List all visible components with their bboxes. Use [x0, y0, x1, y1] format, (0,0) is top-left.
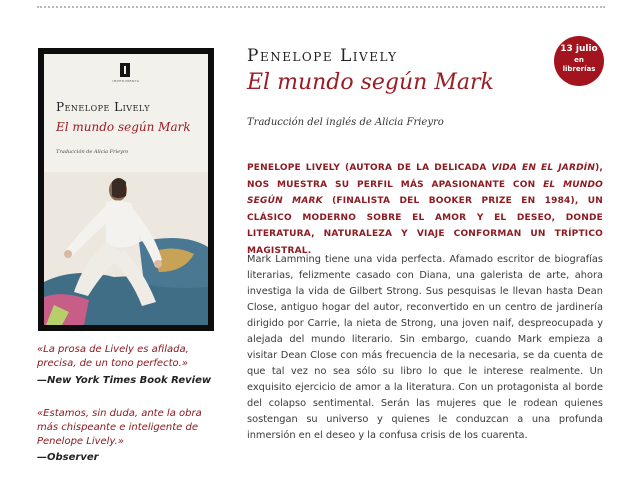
intro-work-1: VIDA EN EL JARDÍN: [491, 163, 596, 173]
quote-2-source: —Observer: [37, 452, 99, 463]
quote-2-line-3: Penelope Lively.»: [37, 436, 124, 447]
quote-2: [37, 407, 227, 449]
quote-1: [37, 343, 227, 371]
cover-painting: [44, 172, 208, 325]
release-date-badge: [554, 36, 604, 86]
intro-paragraph: [247, 160, 603, 259]
badge-librerias: librerías: [562, 65, 596, 73]
publisher-logo: [120, 63, 130, 77]
quote-2-line-1: «Estamos, sin duda, ante la obra: [37, 408, 202, 419]
intro-part-1: PENELOPE LIVELY (AUTORA DE LA DELICADA: [247, 163, 492, 173]
quote-1-source: —New York Times Book Review: [37, 375, 212, 386]
intro-part-3: (FINALISTA DEL BOOKER PRIZE EN 1984), UN CLÁSICO MODERNO SOBRE EL AMOR Y EL DESEO, DONDE LITERATURA, NATURALEZA Y VIAJE CONFORMAN UN TRÍPTICO MAGISTRAL.: [247, 196, 603, 256]
book-cover-inner: [44, 54, 208, 325]
quote-2-line-2: más chispeante e inteligente de: [37, 422, 198, 433]
book-cover: [38, 48, 214, 331]
badge-en: en: [574, 56, 584, 64]
cover-translator: Traducción de Alicia Frieyro: [56, 149, 129, 155]
book-author: Penelope Lively: [247, 46, 398, 66]
top-dotted-rule: [37, 6, 605, 8]
badge-date: 13 julio: [560, 44, 598, 54]
translation-credit: Traducción del inglés de Alicia Frieyro: [247, 117, 444, 128]
cover-publisher: IMPEDIMENTA: [112, 79, 140, 83]
quote-1-line-2: precisa, de un tono perfecto.»: [37, 358, 188, 369]
synopsis-paragraph: Mark Lamming tiene una vida perfecta. Afamado escritor de biografías literarias, felizmente casado con Diana, una galerista de arte, ahora investiga la vida de Gilbert Strong. Sus pesquisas le llevan hasta Dean Close, antiguo hogar del autor, reconvertido en un centro de jardinería dirigido por Carrie, la nieta de Strong, una joven naif, despreocupada y alejada del mundo literario. Sin embargo, cuando Mark empieza a visitar Dean Close con más frecuencia de la necesaria, se da cuenta de que tal vez no sea sólo su libro lo que le interese realmente. Un exquisito ejercicio de amor a la literatura. Con un protagonista al borde del colapso sentimental. Serán las mujeres que le rodean quienes sostengan su universo y quienes le conduzcan a una profunda inmersión en el deseo y la confusa crisis de los cuarenta.: [247, 254, 603, 441]
book-title: El mundo según Mark: [247, 70, 494, 95]
intro-work-2: EL MUNDO SEGÚN MARK: [247, 179, 603, 206]
intro-part-2: ), NOS MUESTRA SU PERFIL MÁS APASIONANTE CON: [247, 163, 603, 190]
quote-1-line-1: «La prosa de Lively es afilada,: [37, 344, 189, 355]
cover-author: Penelope Lively: [56, 100, 150, 114]
cover-title: El mundo según Mark: [56, 120, 191, 134]
